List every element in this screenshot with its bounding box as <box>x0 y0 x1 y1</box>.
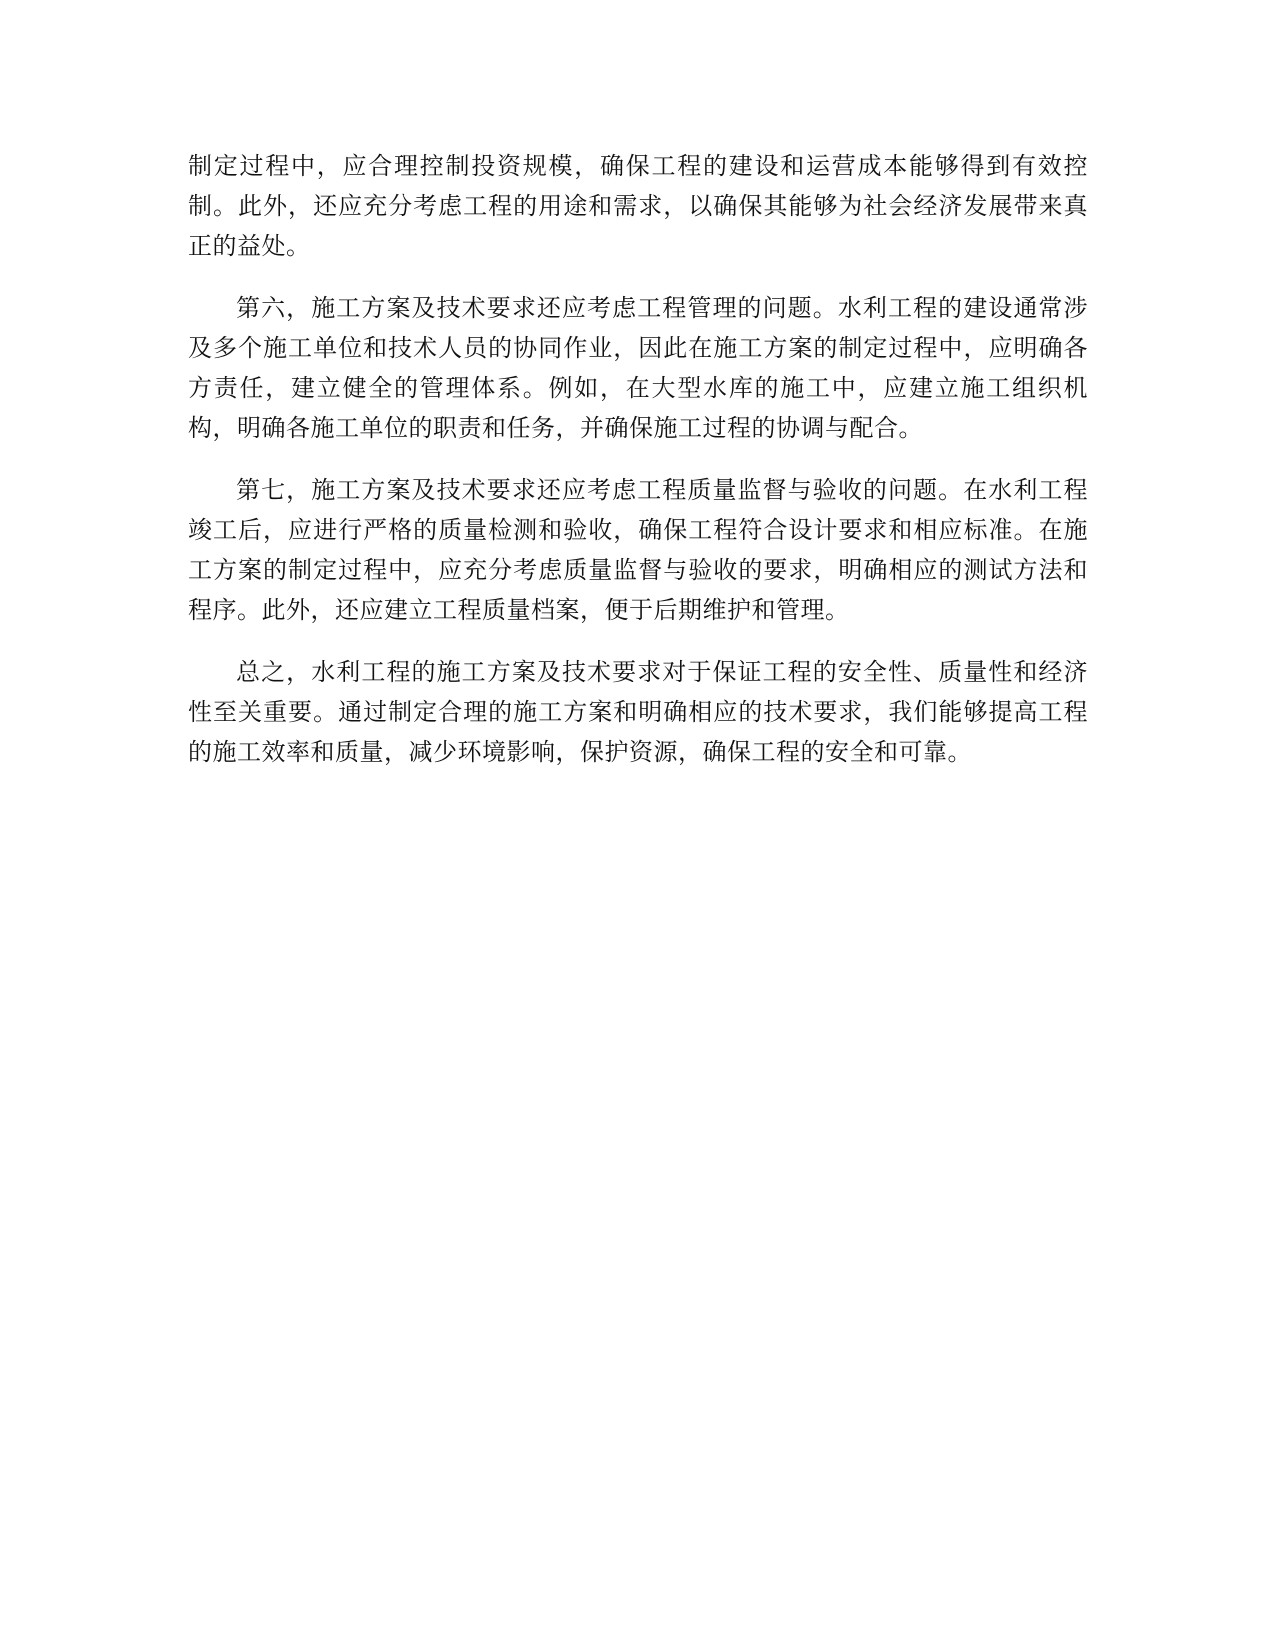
paragraph-sixth-point: 第六，施工方案及技术要求还应考虑工程管理的问题。水利工程的建设通常涉及多个施工单位和技术人员的协同作业，因此在施工方案的制定过程中，应明确各方责任，建立健全的管理体系。例如，在大型水库的施工中，应建立施工组织机构，明确各施工单位的职责和任务，并确保施工过程的协调与配合。 <box>188 294 1088 442</box>
document-body <box>188 146 1088 772</box>
paragraph-continuation: 制定过程中，应合理控制投资规模，确保工程的建设和运营成本能够得到有效控制。此外，还应充分考虑工程的用途和需求，以确保其能够为社会经济发展带来真正的益处。 <box>188 152 1088 260</box>
paragraph-seventh-point: 第七，施工方案及技术要求还应考虑工程质量监督与验收的问题。在水利工程竣工后，应进行严格的质量检测和验收，确保工程符合设计要求和相应标准。在施工方案的制定过程中，应充分考虑质量监督与验收的要求，明确相应的测试方法和程序。此外，还应建立工程质量档案，便于后期维护和管理。 <box>188 476 1088 624</box>
paragraph-conclusion: 总之，水利工程的施工方案及技术要求对于保证工程的安全性、质量性和经济性至关重要。通过制定合理的施工方案和明确相应的技术要求，我们能够提高工程的施工效率和质量，减少环境影响，保护资源，确保工程的安全和可靠。 <box>188 658 1088 766</box>
